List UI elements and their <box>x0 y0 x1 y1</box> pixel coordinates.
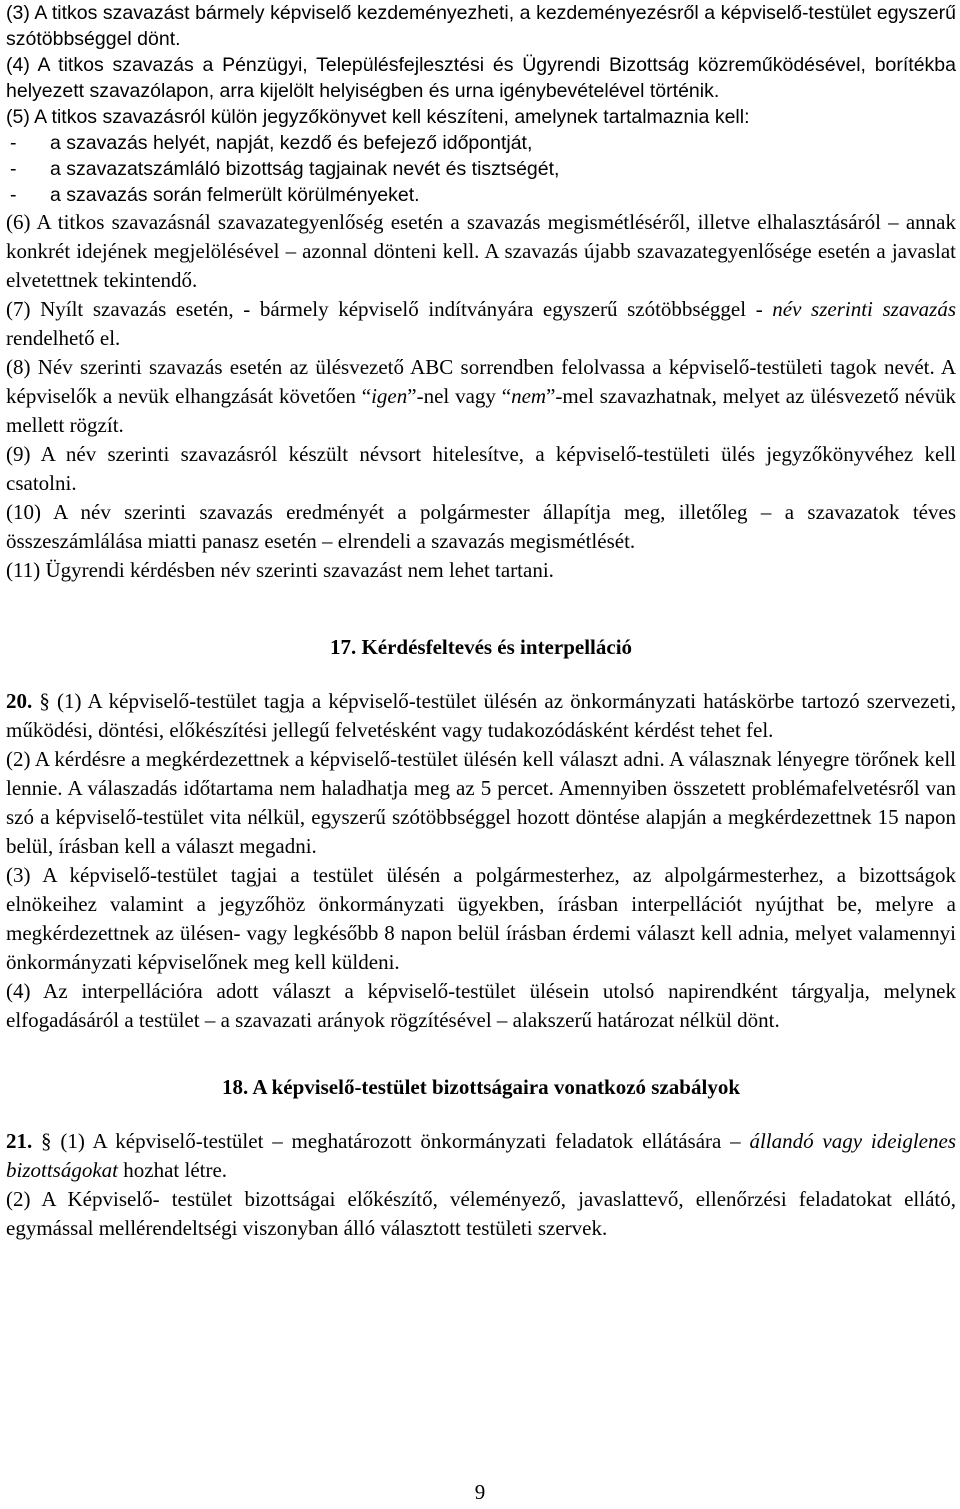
paragraph-9: (9) A név szerinti szavazásról készült névsort hitelesítve, a képviselő-testületi ülés jegyzőkönyvéhez kell csatolni. <box>6 442 956 495</box>
section-18-body <box>6 1127 956 1243</box>
paragraph-6: (6) A titkos szavazásnál szavazategyenlőség esetén a szavazás megismétléséről, illetve elhalasztásáról – annak konkrét idejének megjelölésével – azonnal dönteni kell. A szavazás újabb szavazategyenlősége esetén a javaslat elvetettnek tekintendő. <box>6 210 956 292</box>
paragraph-11: (11) Ügyrendi kérdésben név szerinti szavazást nem lehet tartani. <box>6 558 554 582</box>
serif-text-block <box>6 208 956 585</box>
p7-end: rendelhető el. <box>6 326 121 350</box>
list-item-text: a szavazás során felmerült körülményeket. <box>50 184 420 206</box>
dash-marker: - <box>10 184 17 206</box>
section-17-heading: 17. Kérdésfeltevés és interpelláció <box>329 635 633 659</box>
section-20-paragraph-3: (3) A képviselő-testület tagjai a testület ülésén a polgármesterhez, az alpolgármesterhez, a bizottságok elnökeihez valamint a jegyzőhöz önkormányzati ügyekben, írásban interpellációt nyújthat be, melyre a megkérdezettnek az ülésen- vagy legkésőbb 8 napon belül írásban érdemi választ kell adnia, melyet valamennyi önkormányzati képviselőnek meg kell küldeni. <box>6 863 956 974</box>
paragraph-10: (10) A név szerinti szavazás eredményét a polgármester állapítja meg, illetőleg – a szavazatok téves összeszámlálása miatti panasz esetén – elrendeli a szavazás megismétlését. <box>6 500 956 553</box>
p7-start: (7) Nyílt szavazás esetén, - bármely képviselő indítványára egyszerű szótöbbséggel - <box>6 297 773 321</box>
sans-text-block <box>6 0 956 208</box>
section-number: 21. <box>6 1129 33 1153</box>
section-20-paragraph-1 <box>6 687 956 745</box>
s21-start: § (1) A képviselő-testület – meghatározott önkormányzati feladatok ellátására – <box>32 1129 750 1153</box>
paragraph-3: (3) A titkos szavazást bármely képviselő kezdeményezheti, a kezdeményezésről a képviselő-testület egyszerű szótöbbséggel dönt. <box>6 2 956 50</box>
paragraph-5: (5) A titkos szavazásról külön jegyzőkönyvet kell készíteni, amelynek tartalmaznia kell: <box>6 106 750 128</box>
paragraph-7 <box>6 295 956 353</box>
s21-italic: állandó vagy ideiglenes bizottságokat <box>6 1129 956 1182</box>
section-text: § (1) A képviselő-testület tagja a képviselő-testület ülésén az önkormányzati hatáskörbe tartozó szervezeti, működési, döntési, előkészítési jellegű felvetésként vagy tudakozódásként kérdést tehet fel. <box>6 689 956 742</box>
paragraph-4: (4) A titkos szavazás a Pénzügyi, Településfejlesztési és Ügyrendi Bizottság közreműködésével, borítékba helyezett szavazólapon, arra kijelölt helyiségben és urna igénybevételével történik. <box>6 54 956 102</box>
dash-marker: - <box>10 158 17 180</box>
section-20-paragraph-4: (4) Az interpellációra adott választ a képviselő-testület ülésein utolsó napirendként tárgyalja, melynek elfogadásáról a testület – a szavazati arányok rögzítésével – alakszerű határozat nélkül dönt. <box>6 979 956 1032</box>
p8-end: ”-mel szavazhatnak, melyet az ülésvezető névük mellett rögzít. <box>6 384 956 437</box>
section-21-paragraph-1 <box>6 1127 956 1185</box>
list-item-text: a szavazás helyét, napját, kezdő és befejező időpontját, <box>50 132 533 154</box>
p7-italic: név szerinti szavazás <box>772 297 956 321</box>
dash-marker: - <box>10 132 17 154</box>
p8-mid: ”-nel vagy “ <box>407 384 512 408</box>
section-number: 20. <box>6 689 33 713</box>
section-18-heading: 18. A képviselő-testület bizottságaira vonatkozó szabályok <box>222 1075 740 1099</box>
p8-nem: nem <box>511 384 547 408</box>
p8-igen: igen <box>371 384 408 408</box>
list-item <box>6 156 956 182</box>
document-page <box>6 0 956 1243</box>
list-item <box>6 182 956 208</box>
section-20-paragraph-2: (2) A kérdésre a megkérdezettnek a képviselő-testület ülésén kell választ adni. A válasznak lényegre törőnek kell lennie. A válaszadás időtartama nem haladhatja meg az 5 percet. Amennyiben összetett problémafelvetésről van szó a képviselő-testület vita nélkül, egyszerű szótöbbséggel hozott döntése alapján a megkérdezettnek 15 napon belül, írásban kell a választ megadni. <box>6 747 956 858</box>
p8-start: (8) Név szerinti szavazás esetén az ülésvezető ABC sorrendben felolvassa a képviselő-testületi tagok nevét. A képviselők a nevük elhangzását követően “ <box>6 355 956 408</box>
list-item-text: a szavazatszámláló bizottság tagjainak nevét és tisztségét, <box>50 158 560 180</box>
page-number: 9 <box>474 1480 486 1504</box>
paragraph-8 <box>6 353 956 440</box>
s21-end: hozhat létre. <box>118 1158 228 1182</box>
section-21-paragraph-2: (2) A Képviselő- testület bizottságai előkészítő, véleményező, javaslattevő, ellenőrzési feladatokat ellátó, egymással mellérendeltségi viszonyban álló választott testületi szervek. <box>6 1187 956 1240</box>
section-17-body <box>6 687 956 1035</box>
list-item <box>6 130 956 156</box>
